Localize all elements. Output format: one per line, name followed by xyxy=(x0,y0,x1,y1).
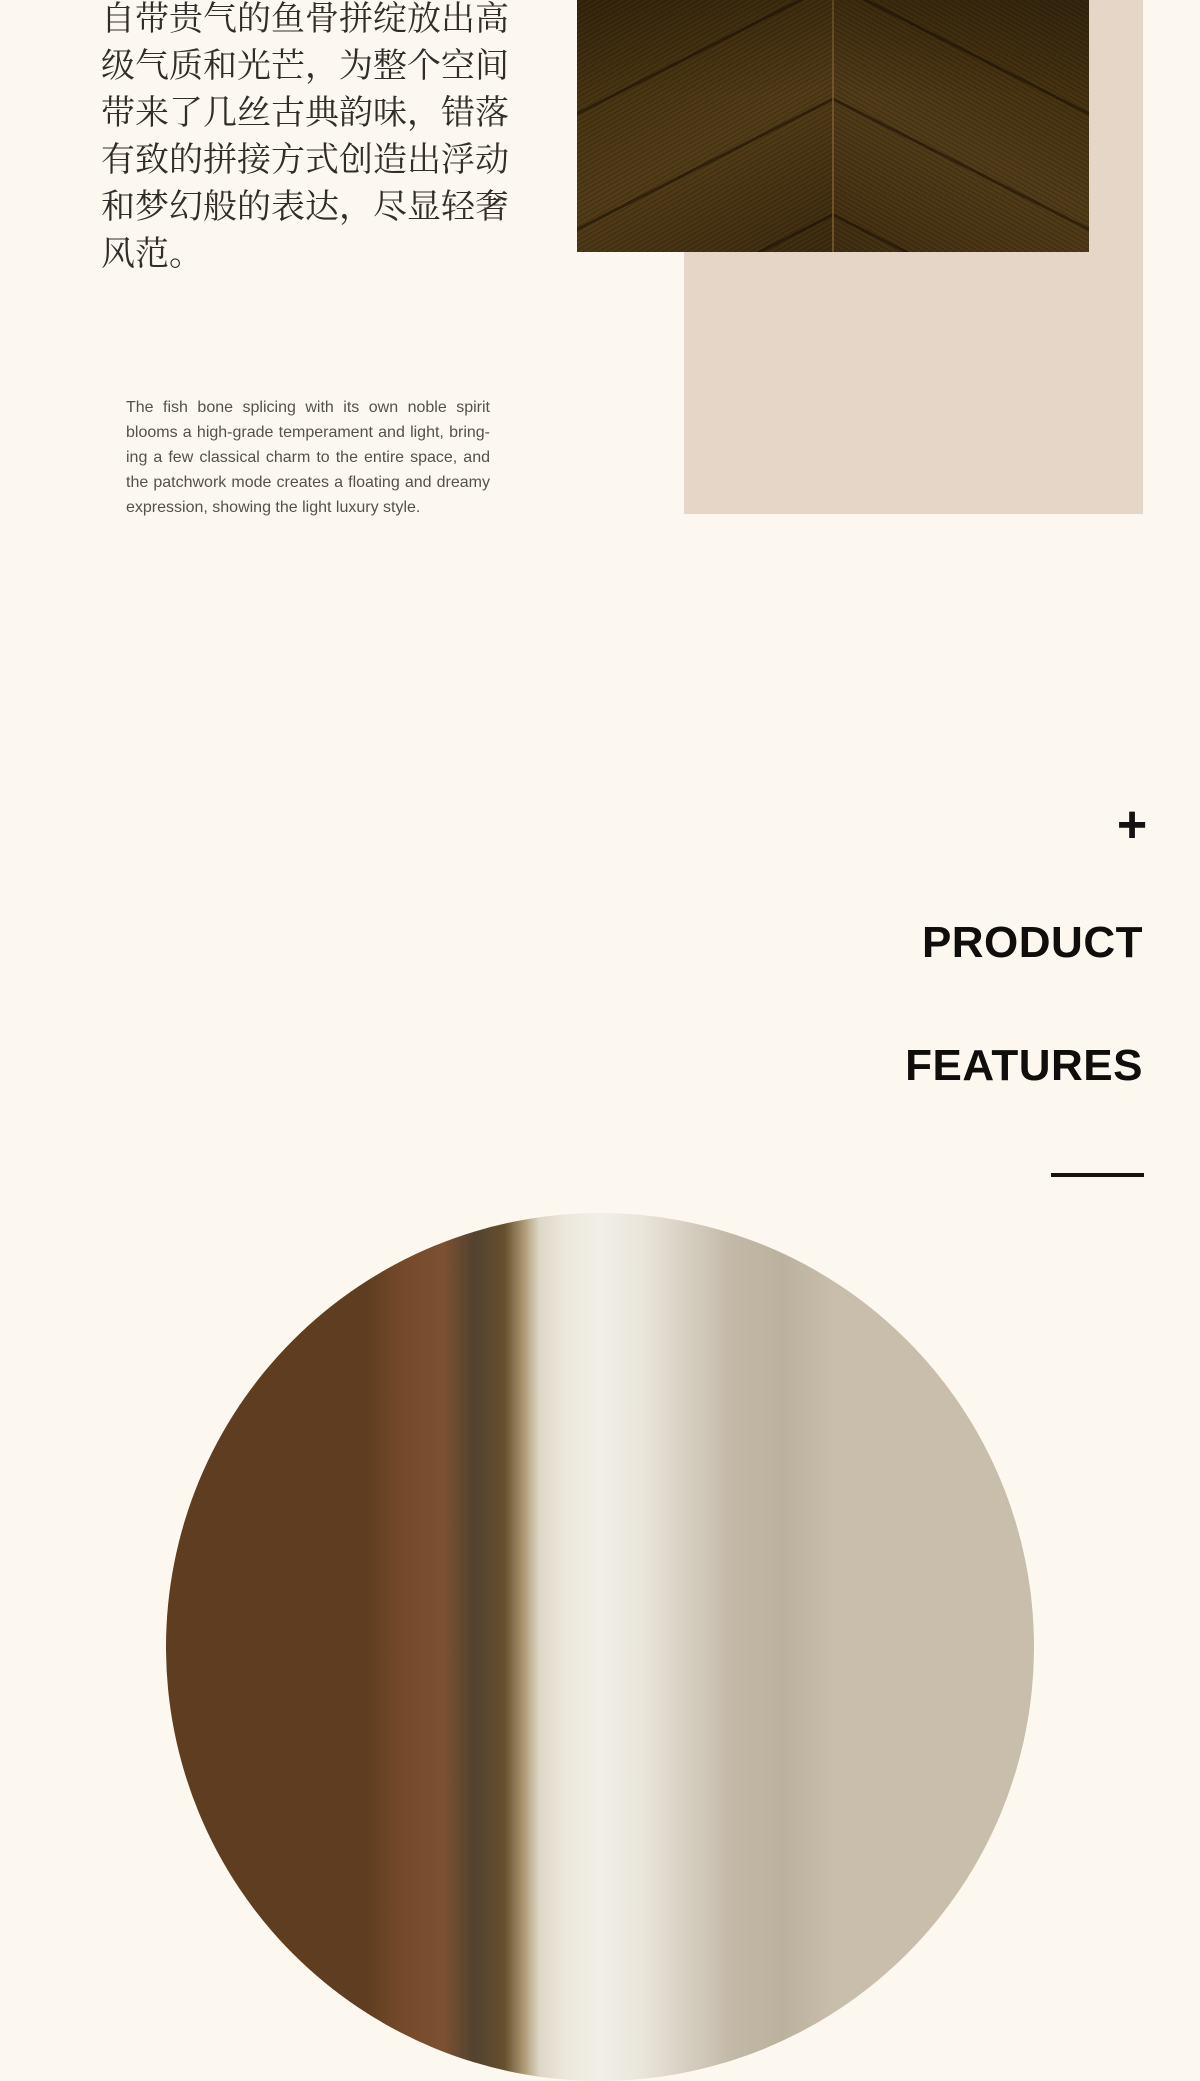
intro-heading-line: 级气质和光芒，为整个空间 xyxy=(101,47,509,85)
section-divider-line xyxy=(1051,1173,1144,1177)
parquet-left-chevron xyxy=(577,0,833,252)
intro-paragraph-line: expression, showing the light luxury style. xyxy=(126,499,421,516)
features-title-line1: PRODUCT xyxy=(921,918,1143,967)
intro-paragraph-line: ing a few classical charm to the entire space, and xyxy=(126,449,490,466)
parquet-product-image xyxy=(577,0,1089,252)
intro-heading-line: 自带贵气的鱼骨拼绽放出高 xyxy=(101,0,509,38)
intro-heading-line: 风范。 xyxy=(101,235,203,273)
parquet-center-seam xyxy=(832,0,834,252)
intro-heading-cn xyxy=(101,0,509,278)
parquet-right-chevron xyxy=(833,0,1089,252)
intro-heading-line: 和梦幻般的表达，尽显轻奢 xyxy=(101,188,509,226)
plus-icon: + xyxy=(1116,796,1148,854)
intro-paragraph-line: The fish bone splicing with its own noble spirit xyxy=(126,399,490,416)
features-title-line2: FEATURES xyxy=(905,1041,1143,1090)
room-photo-circle xyxy=(166,1213,1034,2081)
intro-heading-line: 有致的拼接方式创造出浮动 xyxy=(101,141,509,179)
intro-paragraph-line: the patchwork mode creates a floating and dreamy xyxy=(126,474,490,491)
intro-paragraph-line: blooms a high-grade temperament and light, bring- xyxy=(126,424,490,441)
intro-heading-line: 带来了几丝古典韵味，错落 xyxy=(101,94,509,132)
intro-paragraph-en xyxy=(126,395,490,520)
